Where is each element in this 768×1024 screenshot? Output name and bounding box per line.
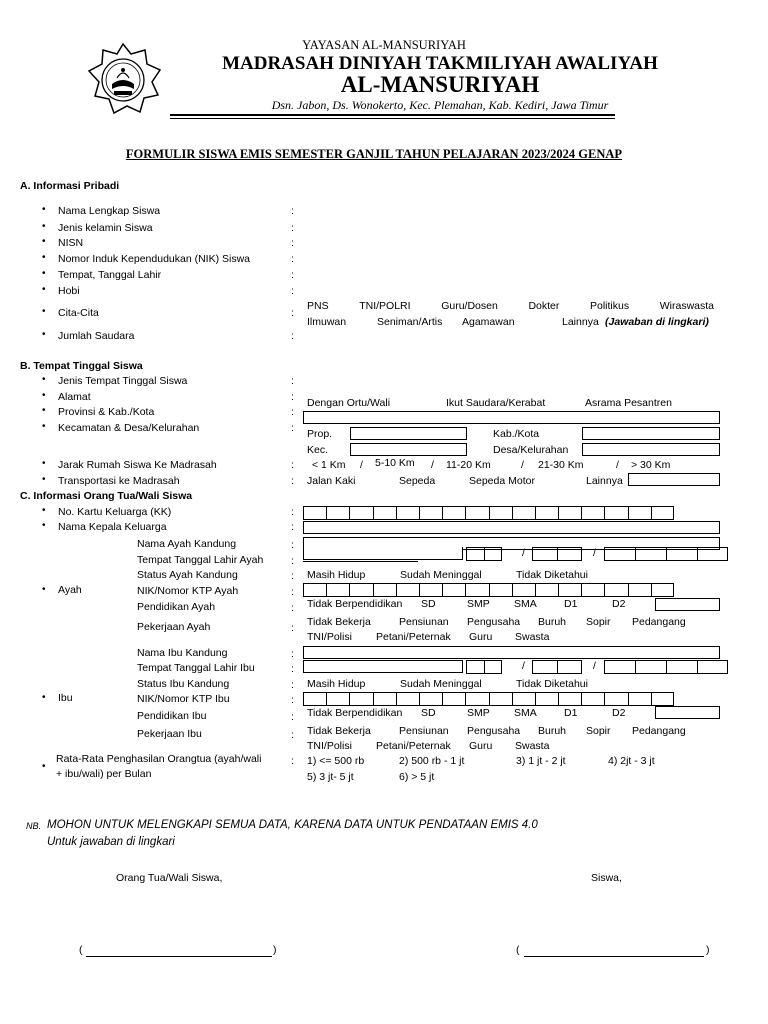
bullet: • xyxy=(42,374,46,385)
tinggal-option[interactable]: Ikut Saudara/Kerabat xyxy=(446,397,546,409)
pekerjaan-option[interactable]: Guru xyxy=(469,631,493,643)
colon: : xyxy=(291,679,294,691)
ayah-label: Ayah xyxy=(58,584,82,596)
transport-option[interactable]: Sepeda Motor xyxy=(469,475,535,487)
slash: / xyxy=(522,660,525,672)
field-label: NISN xyxy=(58,237,84,249)
cita-option[interactable]: TNI/POLRI xyxy=(359,300,411,312)
kepala-keluarga-input[interactable] xyxy=(303,521,720,534)
jarak-option[interactable]: 11-20 Km xyxy=(446,459,491,471)
ibu-field-label: NIK/Nomor KTP Ibu xyxy=(137,693,230,705)
ibu-field-label: Status Ibu Kandung xyxy=(137,678,230,690)
transport-option[interactable]: Lainnya xyxy=(586,475,623,487)
header-divider xyxy=(170,114,615,116)
bullet: • xyxy=(42,474,46,485)
signature-student-label: Siswa, xyxy=(591,872,622,884)
bullet: • xyxy=(42,221,46,232)
transport-lainnya-input[interactable] xyxy=(628,473,720,486)
field-label: Transportasi ke Madrasah xyxy=(58,475,180,487)
jarak-option[interactable]: 21-30 Km xyxy=(538,459,584,471)
status-option[interactable]: Masih Hidup xyxy=(307,569,366,581)
ttl-ibu-bln[interactable] xyxy=(532,660,582,674)
cita-note: (Jawaban di lingkari) xyxy=(605,316,709,328)
bullet: • xyxy=(42,268,46,279)
ibu-field-label: Nama Ibu Kandung xyxy=(137,647,228,659)
pekerjaan-option[interactable]: Guru xyxy=(469,740,493,752)
pekerjaan-option[interactable]: Pengusaha xyxy=(467,616,521,628)
colon: : xyxy=(291,506,294,518)
prop-input[interactable] xyxy=(350,427,467,440)
colon: : xyxy=(291,555,294,567)
penghasilan-label: Rata-Rata Penghasilan Orangtua (ayah/wali xyxy=(56,753,262,765)
field-label: Nama Lengkap Siswa xyxy=(58,205,161,217)
note-line1: MOHON UNTUK MELENGKAPI SEMUA DATA, KARENA DATA UNTUK PENDATAAN EMIS 4.0 xyxy=(47,819,538,831)
field-label: Hobi xyxy=(58,285,80,297)
pendidikan-option[interactable]: D2 xyxy=(612,707,626,719)
ayah-field-label: Nama Ayah Kandung xyxy=(137,538,237,550)
pekerjaan-option[interactable]: Pengusaha xyxy=(467,725,521,737)
ttl-ayah-tempat[interactable] xyxy=(303,547,463,560)
field-label: Provinsi & Kab./Kota xyxy=(58,406,155,418)
pekerjaan-option[interactable]: Pedangang xyxy=(632,725,686,737)
cita-option[interactable]: Agamawan xyxy=(462,316,515,328)
pekerjaan-option[interactable]: Petani/Peternak xyxy=(376,740,451,752)
slash: / xyxy=(522,547,525,559)
transport-option[interactable]: Jalan Kaki xyxy=(307,475,356,487)
penghasilan-option[interactable]: 3) 1 jt - 2 jt xyxy=(516,755,566,767)
jarak-option[interactable]: < 1 Km xyxy=(312,459,346,471)
cita-options-row1 xyxy=(307,300,714,312)
colon: : xyxy=(291,330,294,342)
desa-input[interactable] xyxy=(582,443,720,456)
transport-option[interactable]: Sepeda xyxy=(399,475,436,487)
bullet: • xyxy=(42,236,46,247)
field-label: Kecamatan & Desa/Kelurahan xyxy=(58,422,200,434)
signature-parent-label: Orang Tua/Wali Siswa, xyxy=(116,872,223,884)
colon: : xyxy=(291,570,294,582)
pendidikan-option[interactable]: SMA xyxy=(514,598,537,610)
status-option[interactable]: Masih Hidup xyxy=(307,678,366,690)
status-option[interactable]: Tidak Diketahui xyxy=(516,569,588,581)
colon: : xyxy=(291,391,294,403)
colon: : xyxy=(291,602,294,614)
colon: : xyxy=(291,711,294,723)
bullet: • xyxy=(42,584,46,595)
field-label: Jumlah Saudara xyxy=(58,330,135,342)
note-line2: Untuk jawaban di lingkari xyxy=(47,836,175,848)
cita-option[interactable]: Ilmuwan xyxy=(307,316,347,328)
ayah-field-label: Pekerjaan Ayah xyxy=(137,621,211,633)
section-c-heading: C. Informasi Orang Tua/Wali Siswa xyxy=(20,490,193,502)
field-label: Jarak Rumah Siswa Ke Madrasah xyxy=(58,459,217,471)
kab-input[interactable] xyxy=(582,427,720,440)
ayah-field-label: Status Ayah Kandung xyxy=(137,569,238,581)
colon: : xyxy=(291,253,294,265)
colon: : xyxy=(291,237,294,249)
header-divider-thin xyxy=(170,118,615,119)
pekerjaan-option[interactable]: TNI/Polisi xyxy=(307,740,352,752)
ttl-ayah-bln[interactable] xyxy=(532,547,582,561)
cita-option[interactable]: Politikus xyxy=(590,300,630,312)
field-label: Nomor Induk Kependudukan (NIK) Siswa xyxy=(58,253,251,265)
pekerjaan-option[interactable]: Buruh xyxy=(538,725,567,737)
ibu-label: Ibu xyxy=(58,692,73,704)
bullet: • xyxy=(42,520,46,531)
penghasilan-option[interactable]: 5) 3 jt- 5 jt xyxy=(307,771,354,783)
jarak-slash: / xyxy=(521,459,524,471)
nama-ibu-input[interactable] xyxy=(303,646,720,659)
colon: : xyxy=(291,694,294,706)
jarak-option[interactable]: 5-10 Km xyxy=(375,457,415,469)
colon: : xyxy=(291,307,294,319)
colon: : xyxy=(291,406,294,418)
cita-option[interactable]: Seniman/Artis xyxy=(377,316,443,328)
jarak-slash: / xyxy=(360,459,363,471)
nik-ayah-cells[interactable] xyxy=(303,583,674,597)
note-nb: NB. xyxy=(26,821,42,831)
paren-open: ( xyxy=(79,944,83,956)
jarak-slash: / xyxy=(431,459,434,471)
penghasilan-option[interactable]: 4) 2jt - 3 jt xyxy=(608,755,655,767)
pekerjaan-option[interactable]: Petani/Peternak xyxy=(376,631,451,643)
pendidikan-option[interactable]: SD xyxy=(421,707,436,719)
colon: : xyxy=(291,648,294,660)
penghasilan-option[interactable]: 2) 500 rb - 1 jt xyxy=(399,755,465,767)
alamat-input[interactable] xyxy=(303,411,720,424)
bullet: • xyxy=(42,252,46,263)
section-b-heading: B. Tempat Tinggal Siswa xyxy=(20,360,143,372)
school-address: Dsn. Jabon, Ds. Wonokerto, Kec. Plemahan, Kab. Kediri, Jawa Timur xyxy=(271,98,609,112)
pendidikan-option[interactable]: SMP xyxy=(467,707,490,719)
bullet: • xyxy=(42,284,46,295)
pekerjaan-option[interactable]: Tidak Bekerja xyxy=(307,616,371,628)
form-title: FORMULIR SISWA EMIS SEMESTER GANJIL TAHUN PELAJARAN 2023/2024 GENAP xyxy=(125,147,623,161)
cita-option[interactable]: Dokter xyxy=(528,300,560,312)
pekerjaan-option[interactable]: Sopir xyxy=(586,616,611,628)
pekerjaan-option[interactable]: Sopir xyxy=(586,725,611,737)
bullet: • xyxy=(42,306,46,317)
pendidikan-option[interactable]: D2 xyxy=(612,598,626,610)
tinggal-option[interactable]: Dengan Ortu/Wali xyxy=(307,397,391,409)
field-label: Cita-Cita xyxy=(58,307,99,319)
status-option[interactable]: Sudah Meninggal xyxy=(400,569,482,581)
pendidikan-option[interactable]: SMA xyxy=(514,707,537,719)
colon: : xyxy=(291,586,294,598)
penghasilan-label: + ibu/wali) per Bulan xyxy=(56,768,152,780)
section-a-heading: A. Informasi Pribadi xyxy=(20,180,120,192)
cita-option[interactable]: Wiraswasta xyxy=(659,300,714,312)
jarak-slash: / xyxy=(616,459,619,471)
colon: : xyxy=(291,375,294,387)
pekerjaan-option[interactable]: TNI/Polisi xyxy=(307,631,352,643)
cita-option[interactable]: Lainnya xyxy=(562,316,599,328)
pekerjaan-option[interactable]: Tidak Bekerja xyxy=(307,725,371,737)
ttl-ayah-thn[interactable] xyxy=(604,547,728,561)
pendidikan-option[interactable]: SMP xyxy=(467,598,490,610)
paren-close: ) xyxy=(273,944,277,956)
ttl-ibu-tempat[interactable] xyxy=(303,660,463,673)
field-label: Nama Kepala Keluarga xyxy=(58,521,167,533)
pekerjaan-option[interactable]: Swasta xyxy=(515,740,550,752)
colon: : xyxy=(291,539,294,551)
ttl-ibu-tgl[interactable] xyxy=(466,660,502,674)
kab-label: Kab./Kota xyxy=(493,428,540,440)
colon: : xyxy=(291,269,294,281)
penghasilan-option[interactable]: 1) <= 500 rb xyxy=(307,755,365,767)
bullet: • xyxy=(42,421,46,432)
pekerjaan-option[interactable]: Swasta xyxy=(515,631,550,643)
pekerjaan-option[interactable]: Pedangang xyxy=(632,616,686,628)
bullet: • xyxy=(42,329,46,340)
pekerjaan-option[interactable]: Pensiunan xyxy=(399,616,449,628)
ibu-field-label: Pendidikan Ibu xyxy=(137,710,207,722)
slash: / xyxy=(593,660,596,672)
colon: : xyxy=(291,663,294,675)
field-label: Jenis Tempat Tinggal Siswa xyxy=(58,375,188,387)
kec-input[interactable] xyxy=(350,443,467,456)
cita-option[interactable]: Guru/Dosen xyxy=(441,300,498,312)
pekerjaan-option[interactable]: Pensiunan xyxy=(399,725,449,737)
colon: : xyxy=(291,459,294,471)
school-name: MADRASAH DINIYAH TAKMILIYAH AWALIYAH xyxy=(222,53,658,74)
pendidikan-option[interactable]: Tidak Berpendidikan xyxy=(307,598,403,610)
colon: : xyxy=(291,222,294,234)
kec-label: Kec. xyxy=(307,444,329,456)
penghasilan-option[interactable]: 6) > 5 jt xyxy=(399,771,435,783)
bullet: • xyxy=(42,692,46,703)
bullet: • xyxy=(42,390,46,401)
colon: : xyxy=(291,521,294,533)
pendidikan-option[interactable]: Tidak Berpendidikan xyxy=(307,707,403,719)
ayah-field-label: Pendidikan Ayah xyxy=(137,601,216,613)
bullet: • xyxy=(42,761,46,772)
field-label: Alamat xyxy=(58,391,91,403)
ayah-field-label: NIK/Nomor KTP Ayah xyxy=(137,585,239,597)
colon: : xyxy=(291,475,294,487)
pendidikan-ibu-lainnya[interactable] xyxy=(655,706,720,719)
desa-label: Desa/Kelurahan xyxy=(493,444,569,456)
bullet: • xyxy=(42,204,46,215)
ibu-field-label: Pekerjaan Ibu xyxy=(137,728,202,740)
colon: : xyxy=(291,622,294,634)
paren-close: ) xyxy=(706,944,710,956)
pendidikan-option[interactable]: D1 xyxy=(564,598,578,610)
jarak-option[interactable]: > 30 Km xyxy=(631,459,671,471)
ibu-field-label: Tempat Tanggal Lahir Ibu xyxy=(137,662,255,674)
colon: : xyxy=(291,205,294,217)
kk-cells[interactable] xyxy=(303,506,674,520)
cita-option[interactable]: PNS xyxy=(307,300,329,312)
colon: : xyxy=(291,422,294,434)
bullet: • xyxy=(42,505,46,516)
ayah-field-label: Tempat Tanggal Lahir Ayah xyxy=(137,554,264,566)
status-option[interactable]: Tidak Diketahui xyxy=(516,678,588,690)
colon: : xyxy=(291,285,294,297)
colon: : xyxy=(291,755,294,767)
ttl-ibu-thn[interactable] xyxy=(604,660,728,674)
colon: : xyxy=(291,729,294,741)
status-option[interactable]: Sudah Meninggal xyxy=(400,678,482,690)
nik-ibu-cells[interactable] xyxy=(303,692,674,706)
prop-label: Prop. xyxy=(307,428,333,440)
pekerjaan-option[interactable]: Buruh xyxy=(538,616,567,628)
school-logo xyxy=(84,42,162,116)
bullet: • xyxy=(42,405,46,416)
field-label: Jenis kelamin Siswa xyxy=(58,222,153,234)
pendidikan-option[interactable]: SD xyxy=(421,598,436,610)
field-label: Tempat, Tanggal Lahir xyxy=(58,269,162,281)
signature-parent-line[interactable] xyxy=(86,944,272,957)
pendidikan-ayah-lainnya[interactable] xyxy=(655,598,720,611)
bullet: • xyxy=(42,458,46,469)
pendidikan-option[interactable]: D1 xyxy=(564,707,578,719)
ttl-ayah-tgl[interactable] xyxy=(466,547,502,561)
slash: / xyxy=(593,547,596,559)
ttl-line xyxy=(303,561,418,562)
tinggal-option[interactable]: Asrama Pesantren xyxy=(585,397,672,409)
school-name-2: AL-MANSURIYAH xyxy=(340,72,540,97)
field-label: No. Kartu Keluarga (KK) xyxy=(58,506,172,518)
signature-student-line[interactable] xyxy=(524,944,704,957)
foundation-name: YAYASAN AL-MANSURIYAH xyxy=(302,38,466,52)
paren-open: ( xyxy=(516,944,520,956)
